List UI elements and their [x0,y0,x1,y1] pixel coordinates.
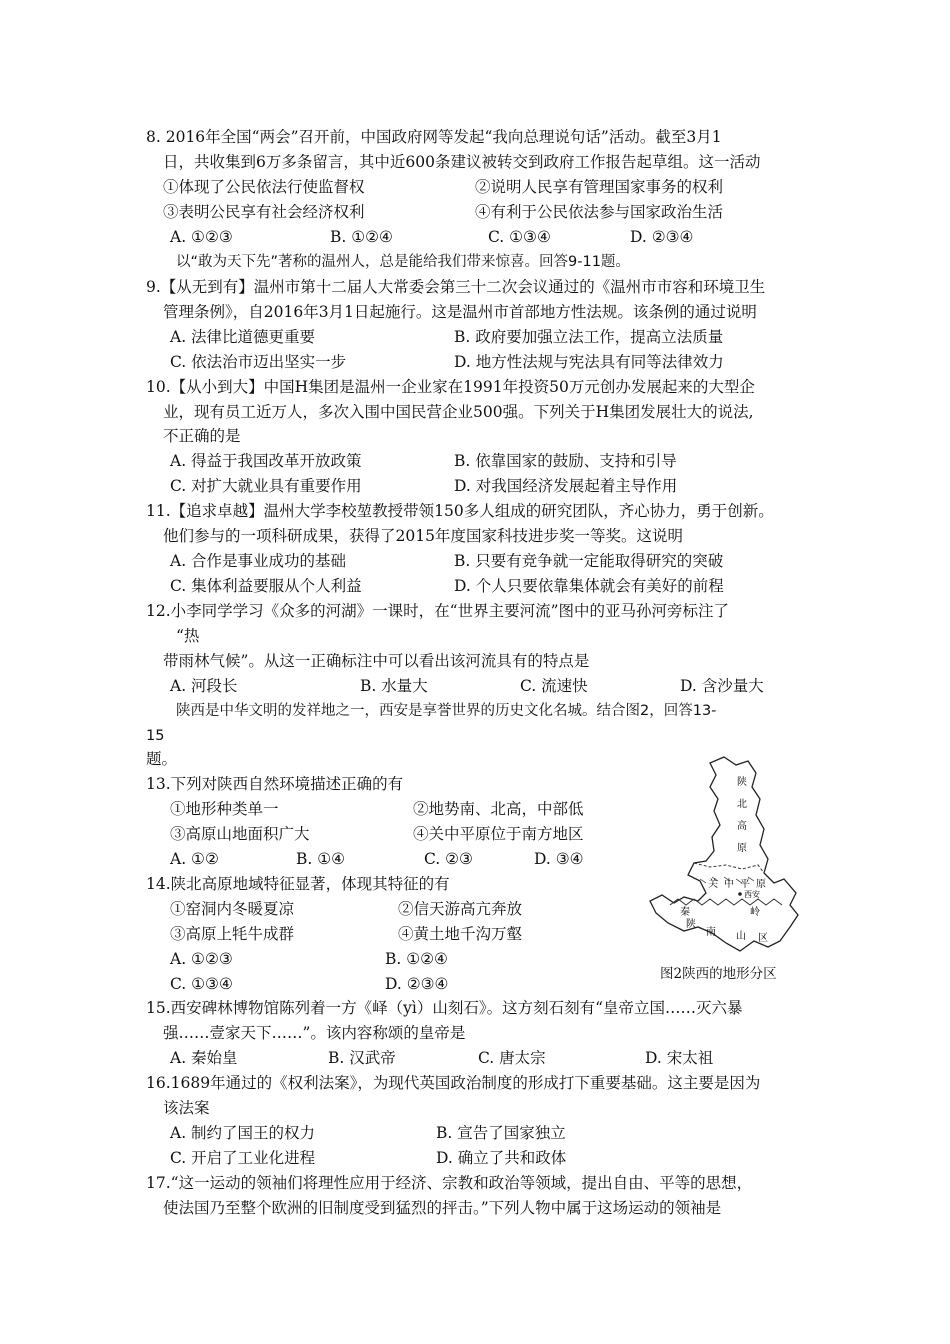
q12-option-a: A. 河段长 [170,677,238,695]
q11-option-a: A. 合作是事业成功的基础 [170,552,347,570]
q14-statement-1: ①窑洞内冬暖夏凉 [170,900,295,918]
q10-option-b: B. 依靠国家的鼓励、支持和引导 [454,452,677,470]
label-qinling: 秦岭 [680,907,820,918]
q14-option-a: A. ①②③ [170,950,233,968]
q14-statement-3: ③高原上牦牛成群 [170,925,295,943]
q16-stem-line2: 该法案 [163,1099,210,1117]
q14-statement-2: ②信天游高亢奔放 [398,900,523,918]
label-south-2: 南 [706,927,716,938]
q14-option-b: B. ①②④ [385,950,448,968]
label-south-3: 山 [736,931,746,942]
q15-option-d: D. 宋太祖 [645,1049,714,1067]
q9-stem-line1: 9.【从无到有】温州市第十二届人大常委会第三十二次会议通过的《温州市市容和环境卫生 [146,278,766,296]
label-south-1: 陕 [686,919,696,930]
q13-statement-2: ②地势南、北高，中部低 [413,800,584,818]
label-north-4: 原 [737,843,747,854]
q16-option-b: B. 宣告了国家独立 [436,1124,566,1142]
q14-stem: 14.陕北高原地域特征显著，体现其特征的有 [146,875,450,893]
q10-stem-line3: 不正确的是 [163,427,241,445]
intro-13-15-line2: 15 [146,728,165,744]
q17-stem-line1: 17.“这一运动的领袖们将理性应用于经济、宗教和政治等领域，提出自由、平等的思想， [146,1174,753,1192]
label-south-4: 区 [758,933,768,944]
q13-statement-3: ③高原山地面积广大 [170,825,310,843]
intro-13-15-line3: 题。 [146,750,178,768]
q9-option-b: B. 政府要加强立法工作，提高立法质量 [454,328,724,346]
q8-stem-line2: 日，共收集到6万多条留言，其中近600条建议被转交到政府工作报告起草组。这一活动 [163,153,761,171]
q9-stem-line2: 管理条例》，自2016年3月1日起施行。这是温州市首部地方性法规。该条例的通过说明 [163,303,757,321]
label-xian: 西安 [744,890,760,899]
q15-option-c: C. 唐太宗 [478,1049,546,1067]
label-north-2: 北 [737,799,747,810]
q11-option-c: C. 集体利益要服从个人利益 [170,577,362,595]
q14-option-d: D. ②③④ [385,975,449,993]
q15-option-a: A. 秦始皇 [170,1049,238,1067]
q12-stem-line1: 12.小李同学学习《众多的河湖》一课时，在“世界主要河流”图中的亚马孙河旁标注了 [146,602,730,620]
q13-option-b: B. ①④ [296,850,346,868]
q10-option-d: D. 对我国经济发展起着主导作用 [454,477,678,495]
q13-statement-4: ④关中平原位于南方地区 [413,825,584,843]
q8-stem-line1: 8. 2016年全国“两会”召开前，中国政府网等发起“我向总理说句话”活动。截至3月1 [146,128,722,146]
province-outline [650,757,798,951]
q8-statement-3: ③表明公民享有社会经济权利 [163,203,365,221]
q13-statement-1: ①地形种类单一 [170,800,279,818]
q9-option-d: D. 地方性法规与宪法具有同等法律效力 [454,353,724,371]
q13-option-a: A. ①② [170,850,219,868]
q9-option-c: C. 依法治市迈出坚实一步 [170,353,347,371]
intro-13-15-line1: 陕西是中华文明的发祥地之一，西安是享誉世界的历史文化名城。结合图2，回答13- [176,703,717,719]
q8-statement-2: ②说明人民享有管理国家事务的权利 [475,178,724,196]
q16-option-d: D. 确立了共和政体 [436,1149,567,1167]
q14-option-c: C. ①③④ [170,975,233,993]
q16-option-c: C. 开启了工业化进程 [170,1149,316,1167]
label-guanzhong: 关中平原 [708,879,772,890]
q12-option-d: D. 含沙量大 [680,677,764,695]
q15-option-b: B. 汉武帝 [328,1049,396,1067]
q8-statement-1: ①体现了公民依法行使监督权 [163,178,365,196]
q8-option-b: B. ①②④ [330,228,393,246]
q11-stem-line1: 11.【追求卓越】温州大学李校堃教授带领150多人组成的研究团队，齐心协力，勇于创新。 [146,502,774,520]
q8-option-c: C. ①③④ [488,228,551,246]
q10-stem-line1: 10.【从小到大】中国H集团是温州一企业家在1991年投资50万元创办发展起来的大型企 [146,378,755,396]
q11-option-b: B. 只要有竞争就一定能取得研究的突破 [454,552,724,570]
xian-dot [738,892,742,896]
q17-stem-line2: 使法国乃至整个欧洲的旧制度受到猛烈的抨击。”下列人物中属于这场运动的领袖是 [163,1199,722,1217]
map-caption: 图2陕西的地形分区 [660,966,777,982]
label-north-3: 高 [737,821,747,832]
q11-option-d: D. 个人只要依靠集体就会有美好的前程 [454,577,724,595]
q12-option-c: C. 流速快 [520,677,588,695]
q12-stem-line3: 带雨林气候”。从这一正确标注中可以看出该河流具有的特点是 [163,652,590,670]
q13-option-c: C. ②③ [424,850,473,868]
q8-statement-4: ④有利于公民依法参与国家政治生活 [475,203,724,221]
q8-option-a: A. ①②③ [170,228,233,246]
q10-stem-line2: 业，现有员工近万人，多次入围中国民营企业500强。下列关于H集团发展壮大的说法, [163,403,754,421]
q15-stem-line1: 15.西安碑林博物馆陈列着一方《峄（yì）山刻石》。这方刻石刻有“皇帝立国……灭六暴 [146,999,743,1017]
q12-option-b: B. 水量大 [360,677,428,695]
q12-stem-line2: “热 [176,627,200,645]
q13-stem: 13.下列对陕西自然环境描述正确的有 [146,775,404,793]
q13-option-d: D. ③④ [534,850,584,868]
q10-option-c: C. 对扩大就业具有重要作用 [170,477,362,495]
intro-9-11: 以“敢为天下先”著称的温州人，总是能给我们带来惊喜。回答9-11题。 [176,254,630,270]
q16-option-a: A. 制约了国王的权力 [170,1124,316,1142]
q16-stem-line1: 16.1689年通过的《权利法案》，为现代英国政治制度的形成打下重要基础。这主要是因为 [146,1074,761,1092]
q14-statement-4: ④黄土地千沟万壑 [398,925,523,943]
q11-stem-line2: 他们参与的一项科研成果，获得了2015年度国家科技进步奖一等奖。这说明 [163,527,683,545]
q15-stem-line2: 强……壹家天下……”。该内容称颂的皇帝是 [163,1024,466,1042]
q10-option-a: A. 得益于我国改革开放政策 [170,452,362,470]
q8-option-d: D. ②③④ [630,228,694,246]
loess-boundary [694,863,764,873]
label-north-1: 陕 [737,777,747,788]
shaanxi-terrain-map [640,755,820,965]
qinling-ridge [670,899,782,905]
q9-option-a: A. 法律比道德更重要 [170,328,316,346]
